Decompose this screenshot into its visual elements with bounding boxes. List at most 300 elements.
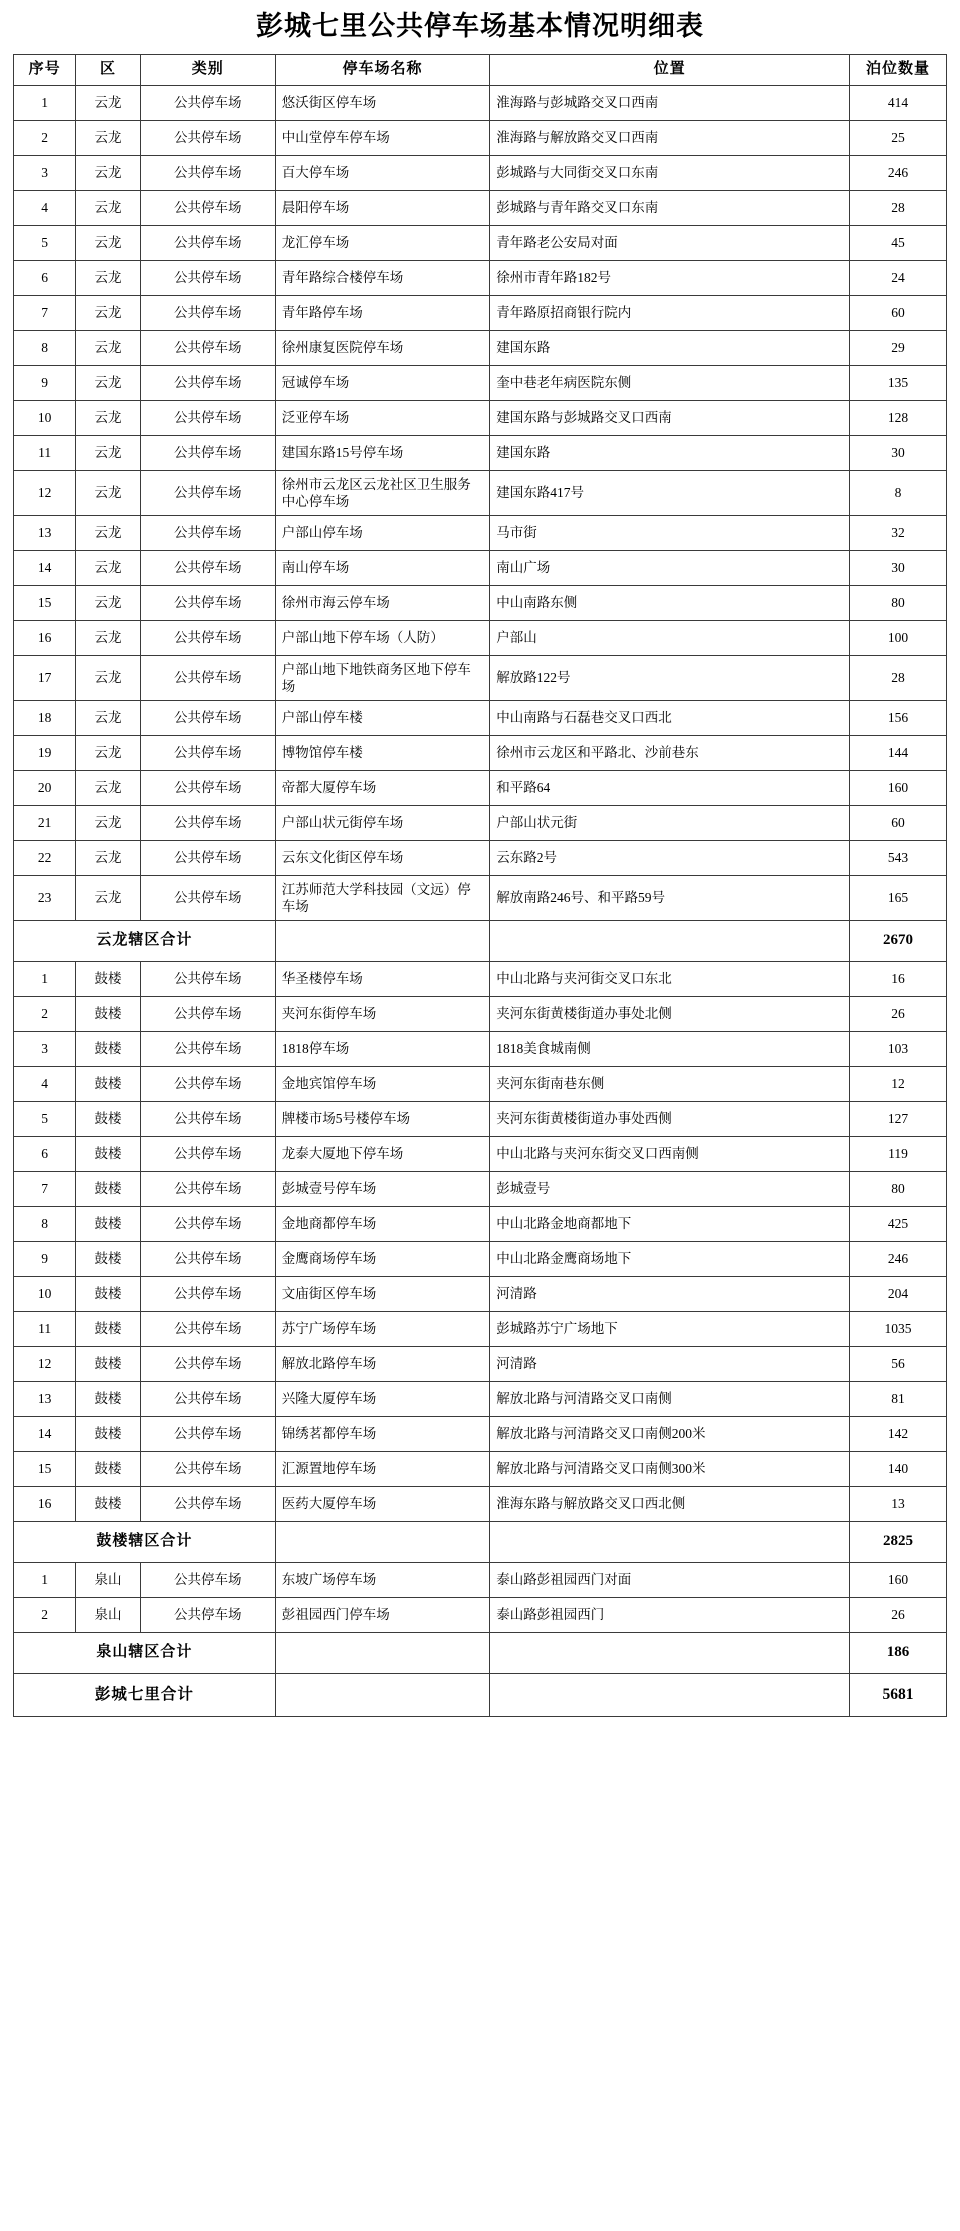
cell-category: 公共停车场 bbox=[140, 401, 275, 436]
table-row bbox=[14, 1452, 947, 1487]
cell-index: 1 bbox=[14, 1563, 76, 1598]
cell-index: 1 bbox=[14, 962, 76, 997]
cell-location bbox=[490, 921, 850, 962]
cell-spaces: 32 bbox=[850, 516, 947, 551]
cell-category: 公共停车场 bbox=[140, 1207, 275, 1242]
cell-district: 云龙 bbox=[76, 736, 141, 771]
cell-spaces: 1035 bbox=[850, 1312, 947, 1347]
cell-category: 公共停车场 bbox=[140, 1487, 275, 1522]
cell-spaces: 246 bbox=[850, 1242, 947, 1277]
cell-district: 云龙 bbox=[76, 226, 141, 261]
cell-category: 公共停车场 bbox=[140, 366, 275, 401]
cell-lot-name: 泛亚停车场 bbox=[275, 401, 490, 436]
cell-lot-name: 云东文化街区停车场 bbox=[275, 841, 490, 876]
cell-district: 云龙 bbox=[76, 331, 141, 366]
cell-location: 徐州市云龙区和平路北、沙前巷东 bbox=[490, 736, 850, 771]
cell-location: 马市街 bbox=[490, 516, 850, 551]
cell-category: 公共停车场 bbox=[140, 771, 275, 806]
cell-location: 泰山路彭祖园西门对面 bbox=[490, 1563, 850, 1598]
cell-index: 9 bbox=[14, 366, 76, 401]
cell-district: 云龙 bbox=[76, 586, 141, 621]
cell-index: 22 bbox=[14, 841, 76, 876]
table-row bbox=[14, 736, 947, 771]
cell-spaces: 29 bbox=[850, 331, 947, 366]
cell-location: 淮海路与彭城路交叉口西南 bbox=[490, 86, 850, 121]
cell-location: 青年路老公安局对面 bbox=[490, 226, 850, 261]
cell-district: 云龙 bbox=[76, 296, 141, 331]
cell-location: 彭城路与青年路交叉口东南 bbox=[490, 191, 850, 226]
cell-category: 公共停车场 bbox=[140, 997, 275, 1032]
subtotal-row bbox=[14, 921, 947, 962]
table-row bbox=[14, 436, 947, 471]
cell-district: 云龙 bbox=[76, 471, 141, 516]
table-header bbox=[14, 55, 947, 86]
cell-location: 奎中巷老年病医院东侧 bbox=[490, 366, 850, 401]
cell-category: 公共停车场 bbox=[140, 656, 275, 701]
cell-location: 夹河东街黄楼街道办事处西侧 bbox=[490, 1102, 850, 1137]
cell-lot-name: 汇源置地停车场 bbox=[275, 1452, 490, 1487]
cell-spaces: 119 bbox=[850, 1137, 947, 1172]
cell-location: 建国东路 bbox=[490, 436, 850, 471]
cell-location: 河清路 bbox=[490, 1277, 850, 1312]
cell-spaces: 135 bbox=[850, 366, 947, 401]
cell-category: 公共停车场 bbox=[140, 1277, 275, 1312]
cell-spaces: 100 bbox=[850, 621, 947, 656]
table-row bbox=[14, 516, 947, 551]
cell-category: 公共停车场 bbox=[140, 876, 275, 921]
cell-lot-name bbox=[275, 1633, 490, 1674]
cell-index: 16 bbox=[14, 1487, 76, 1522]
cell-district: 鼓楼 bbox=[76, 1277, 141, 1312]
cell-district: 鼓楼 bbox=[76, 1452, 141, 1487]
cell-spaces: 24 bbox=[850, 261, 947, 296]
table-row bbox=[14, 1242, 947, 1277]
table-row bbox=[14, 771, 947, 806]
cell-category: 公共停车场 bbox=[140, 962, 275, 997]
cell-lot-name: 户部山停车楼 bbox=[275, 701, 490, 736]
cell-category: 公共停车场 bbox=[140, 1382, 275, 1417]
cell-index: 3 bbox=[14, 1032, 76, 1067]
cell-category: 公共停车场 bbox=[140, 471, 275, 516]
cell-district: 鼓楼 bbox=[76, 1137, 141, 1172]
cell-lot-name: 青年路停车场 bbox=[275, 296, 490, 331]
cell-lot-name: 文庙街区停车场 bbox=[275, 1277, 490, 1312]
cell-index: 13 bbox=[14, 1382, 76, 1417]
cell-category: 公共停车场 bbox=[140, 621, 275, 656]
cell-spaces: 8 bbox=[850, 471, 947, 516]
table-row bbox=[14, 962, 947, 997]
cell-spaces: 128 bbox=[850, 401, 947, 436]
cell-location: 和平路64 bbox=[490, 771, 850, 806]
cell-category: 公共停车场 bbox=[140, 1067, 275, 1102]
cell-index: 18 bbox=[14, 701, 76, 736]
cell-index: 21 bbox=[14, 806, 76, 841]
cell-category: 公共停车场 bbox=[140, 736, 275, 771]
cell-location: 中山北路与夹河街交叉口东北 bbox=[490, 962, 850, 997]
cell-index: 5 bbox=[14, 1102, 76, 1137]
subtotal-label: 云龙辖区合计 bbox=[14, 921, 276, 962]
cell-district: 鼓楼 bbox=[76, 1242, 141, 1277]
subtotal-value: 2825 bbox=[850, 1522, 947, 1563]
table-row bbox=[14, 366, 947, 401]
cell-district: 鼓楼 bbox=[76, 1487, 141, 1522]
cell-category: 公共停车场 bbox=[140, 436, 275, 471]
table-row bbox=[14, 1067, 947, 1102]
cell-index: 11 bbox=[14, 436, 76, 471]
cell-district: 鼓楼 bbox=[76, 1312, 141, 1347]
cell-district: 泉山 bbox=[76, 1598, 141, 1633]
cell-district: 云龙 bbox=[76, 806, 141, 841]
table-row bbox=[14, 1102, 947, 1137]
cell-location: 夹河东街南巷东侧 bbox=[490, 1067, 850, 1102]
cell-lot-name: 华圣楼停车场 bbox=[275, 962, 490, 997]
table-row bbox=[14, 296, 947, 331]
cell-lot-name: 帝都大厦停车场 bbox=[275, 771, 490, 806]
table-row bbox=[14, 656, 947, 701]
cell-spaces: 156 bbox=[850, 701, 947, 736]
cell-location: 泰山路彭祖园西门 bbox=[490, 1598, 850, 1633]
cell-index: 11 bbox=[14, 1312, 76, 1347]
column-header-category: 类别 bbox=[140, 55, 275, 86]
cell-location: 解放北路与河清路交叉口南侧200米 bbox=[490, 1417, 850, 1452]
cell-location: 中山南路东侧 bbox=[490, 586, 850, 621]
cell-district: 鼓楼 bbox=[76, 997, 141, 1032]
cell-index: 20 bbox=[14, 771, 76, 806]
cell-district: 鼓楼 bbox=[76, 1032, 141, 1067]
table-row bbox=[14, 997, 947, 1032]
cell-index: 2 bbox=[14, 997, 76, 1032]
cell-spaces: 144 bbox=[850, 736, 947, 771]
cell-district: 泉山 bbox=[76, 1563, 141, 1598]
cell-spaces: 12 bbox=[850, 1067, 947, 1102]
cell-district: 云龙 bbox=[76, 551, 141, 586]
cell-category: 公共停车场 bbox=[140, 1137, 275, 1172]
column-header-lot-name: 停车场名称 bbox=[275, 55, 490, 86]
cell-lot-name: 百大停车场 bbox=[275, 156, 490, 191]
cell-category: 公共停车场 bbox=[140, 551, 275, 586]
table-row bbox=[14, 261, 947, 296]
table-row bbox=[14, 1347, 947, 1382]
cell-index: 23 bbox=[14, 876, 76, 921]
table-row bbox=[14, 86, 947, 121]
cell-district: 鼓楼 bbox=[76, 1347, 141, 1382]
cell-spaces: 16 bbox=[850, 962, 947, 997]
table-row bbox=[14, 806, 947, 841]
cell-spaces: 13 bbox=[850, 1487, 947, 1522]
cell-lot-name: 锦绣茗都停车场 bbox=[275, 1417, 490, 1452]
table-row bbox=[14, 121, 947, 156]
cell-district: 云龙 bbox=[76, 86, 141, 121]
subtotal-value: 186 bbox=[850, 1633, 947, 1674]
cell-location: 中山北路金鹰商场地下 bbox=[490, 1242, 850, 1277]
cell-location: 南山广场 bbox=[490, 551, 850, 586]
cell-spaces: 140 bbox=[850, 1452, 947, 1487]
table-row bbox=[14, 841, 947, 876]
cell-category: 公共停车场 bbox=[140, 331, 275, 366]
table-row bbox=[14, 1563, 947, 1598]
cell-lot-name: 1818停车场 bbox=[275, 1032, 490, 1067]
cell-location: 1818美食城南侧 bbox=[490, 1032, 850, 1067]
parking-lots-table bbox=[13, 54, 947, 1717]
cell-lot-name: 苏宁广场停车场 bbox=[275, 1312, 490, 1347]
cell-location: 解放北路与河清路交叉口南侧300米 bbox=[490, 1452, 850, 1487]
cell-lot-name: 徐州康复医院停车场 bbox=[275, 331, 490, 366]
cell-category: 公共停车场 bbox=[140, 586, 275, 621]
cell-district: 鼓楼 bbox=[76, 1102, 141, 1137]
cell-spaces: 142 bbox=[850, 1417, 947, 1452]
cell-spaces: 26 bbox=[850, 1598, 947, 1633]
cell-category: 公共停车场 bbox=[140, 1102, 275, 1137]
cell-lot-name: 彭祖园西门停车场 bbox=[275, 1598, 490, 1633]
cell-lot-name: 龙汇停车场 bbox=[275, 226, 490, 261]
cell-location: 解放北路与河清路交叉口南侧 bbox=[490, 1382, 850, 1417]
cell-location: 彭城壹号 bbox=[490, 1172, 850, 1207]
table-row bbox=[14, 401, 947, 436]
table-row bbox=[14, 471, 947, 516]
table-body bbox=[14, 86, 947, 1717]
cell-spaces: 127 bbox=[850, 1102, 947, 1137]
cell-district: 云龙 bbox=[76, 771, 141, 806]
cell-lot-name: 金鹰商场停车场 bbox=[275, 1242, 490, 1277]
cell-spaces: 26 bbox=[850, 997, 947, 1032]
subtotal-label: 鼓楼辖区合计 bbox=[14, 1522, 276, 1563]
cell-lot-name: 徐州市海云停车场 bbox=[275, 586, 490, 621]
cell-index: 7 bbox=[14, 296, 76, 331]
table-row bbox=[14, 331, 947, 366]
cell-lot-name: 中山堂停车停车场 bbox=[275, 121, 490, 156]
cell-spaces: 30 bbox=[850, 436, 947, 471]
subtotal-label: 泉山辖区合计 bbox=[14, 1633, 276, 1674]
cell-category: 公共停车场 bbox=[140, 226, 275, 261]
cell-district: 云龙 bbox=[76, 261, 141, 296]
cell-location: 建国东路与彭城路交叉口西南 bbox=[490, 401, 850, 436]
cell-lot-name: 医药大厦停车场 bbox=[275, 1487, 490, 1522]
table-row bbox=[14, 1137, 947, 1172]
cell-lot-name: 江苏师范大学科技园（文远）停车场 bbox=[275, 876, 490, 921]
cell-district: 云龙 bbox=[76, 401, 141, 436]
cell-lot-name: 户部山状元街停车场 bbox=[275, 806, 490, 841]
cell-index: 19 bbox=[14, 736, 76, 771]
cell-index: 16 bbox=[14, 621, 76, 656]
cell-lot-name: 龙泰大厦地下停车场 bbox=[275, 1137, 490, 1172]
cell-location bbox=[490, 1674, 850, 1717]
cell-category: 公共停车场 bbox=[140, 1242, 275, 1277]
cell-lot-name: 兴隆大厦停车场 bbox=[275, 1382, 490, 1417]
cell-spaces: 543 bbox=[850, 841, 947, 876]
column-header-spaces: 泊位数量 bbox=[850, 55, 947, 86]
cell-spaces: 414 bbox=[850, 86, 947, 121]
cell-district: 鼓楼 bbox=[76, 1172, 141, 1207]
cell-location: 彭城路苏宁广场地下 bbox=[490, 1312, 850, 1347]
table-row bbox=[14, 1172, 947, 1207]
cell-index: 3 bbox=[14, 156, 76, 191]
cell-lot-name: 博物馆停车楼 bbox=[275, 736, 490, 771]
cell-spaces: 80 bbox=[850, 586, 947, 621]
cell-location: 淮海路与解放路交叉口西南 bbox=[490, 121, 850, 156]
table-row bbox=[14, 1598, 947, 1633]
cell-spaces: 45 bbox=[850, 226, 947, 261]
cell-lot-name: 悠沃街区停车场 bbox=[275, 86, 490, 121]
cell-lot-name: 夹河东街停车场 bbox=[275, 997, 490, 1032]
cell-location: 解放路122号 bbox=[490, 656, 850, 701]
table-row bbox=[14, 876, 947, 921]
cell-location: 户部山 bbox=[490, 621, 850, 656]
cell-index: 2 bbox=[14, 1598, 76, 1633]
cell-index: 15 bbox=[14, 586, 76, 621]
table-row bbox=[14, 1032, 947, 1067]
cell-location: 中山南路与石磊巷交叉口西北 bbox=[490, 701, 850, 736]
table-row bbox=[14, 1382, 947, 1417]
cell-location bbox=[490, 1522, 850, 1563]
cell-category: 公共停车场 bbox=[140, 1417, 275, 1452]
cell-district: 云龙 bbox=[76, 191, 141, 226]
cell-spaces: 165 bbox=[850, 876, 947, 921]
cell-category: 公共停车场 bbox=[140, 191, 275, 226]
column-header-district: 区 bbox=[76, 55, 141, 86]
grand-total-label: 彭城七里合计 bbox=[14, 1674, 276, 1717]
cell-lot-name bbox=[275, 921, 490, 962]
cell-location bbox=[490, 1633, 850, 1674]
table-row bbox=[14, 191, 947, 226]
cell-lot-name bbox=[275, 1522, 490, 1563]
cell-category: 公共停车场 bbox=[140, 701, 275, 736]
cell-index: 7 bbox=[14, 1172, 76, 1207]
cell-lot-name: 彭城壹号停车场 bbox=[275, 1172, 490, 1207]
cell-location: 建国东路417号 bbox=[490, 471, 850, 516]
cell-district: 云龙 bbox=[76, 621, 141, 656]
cell-index: 10 bbox=[14, 401, 76, 436]
table-header-row bbox=[14, 55, 947, 86]
cell-spaces: 80 bbox=[850, 1172, 947, 1207]
cell-spaces: 160 bbox=[850, 771, 947, 806]
cell-spaces: 160 bbox=[850, 1563, 947, 1598]
cell-index: 4 bbox=[14, 1067, 76, 1102]
cell-district: 鼓楼 bbox=[76, 1067, 141, 1102]
table-row bbox=[14, 551, 947, 586]
cell-category: 公共停车场 bbox=[140, 806, 275, 841]
grand-total-value: 5681 bbox=[850, 1674, 947, 1717]
cell-district: 云龙 bbox=[76, 701, 141, 736]
table-row bbox=[14, 586, 947, 621]
cell-category: 公共停车场 bbox=[140, 1347, 275, 1382]
cell-location: 河清路 bbox=[490, 1347, 850, 1382]
cell-index: 13 bbox=[14, 516, 76, 551]
cell-spaces: 30 bbox=[850, 551, 947, 586]
cell-index: 6 bbox=[14, 1137, 76, 1172]
cell-index: 1 bbox=[14, 86, 76, 121]
cell-district: 鼓楼 bbox=[76, 1382, 141, 1417]
cell-location: 青年路原招商银行院内 bbox=[490, 296, 850, 331]
cell-district: 云龙 bbox=[76, 656, 141, 701]
table-row bbox=[14, 1417, 947, 1452]
cell-lot-name: 徐州市云龙区云龙社区卫生服务中心停车场 bbox=[275, 471, 490, 516]
cell-index: 8 bbox=[14, 331, 76, 366]
cell-district: 云龙 bbox=[76, 366, 141, 401]
cell-index: 12 bbox=[14, 1347, 76, 1382]
grand-total-row bbox=[14, 1674, 947, 1717]
cell-category: 公共停车场 bbox=[140, 1312, 275, 1347]
subtotal-row bbox=[14, 1633, 947, 1674]
table-row bbox=[14, 226, 947, 261]
cell-spaces: 425 bbox=[850, 1207, 947, 1242]
cell-spaces: 204 bbox=[850, 1277, 947, 1312]
cell-location: 云东路2号 bbox=[490, 841, 850, 876]
cell-lot-name: 金地宾馆停车场 bbox=[275, 1067, 490, 1102]
cell-index: 2 bbox=[14, 121, 76, 156]
cell-location: 彭城路与大同街交叉口东南 bbox=[490, 156, 850, 191]
cell-spaces: 28 bbox=[850, 191, 947, 226]
cell-location: 中山北路与夹河东街交叉口西南侧 bbox=[490, 1137, 850, 1172]
cell-spaces: 60 bbox=[850, 806, 947, 841]
table-row bbox=[14, 1207, 947, 1242]
cell-district: 云龙 bbox=[76, 841, 141, 876]
cell-category: 公共停车场 bbox=[140, 1032, 275, 1067]
subtotal-value: 2670 bbox=[850, 921, 947, 962]
cell-index: 6 bbox=[14, 261, 76, 296]
table-row bbox=[14, 621, 947, 656]
cell-location: 徐州市青年路182号 bbox=[490, 261, 850, 296]
cell-spaces: 103 bbox=[850, 1032, 947, 1067]
cell-lot-name bbox=[275, 1674, 490, 1717]
cell-lot-name: 户部山地下地铁商务区地下停车场 bbox=[275, 656, 490, 701]
cell-spaces: 56 bbox=[850, 1347, 947, 1382]
cell-district: 云龙 bbox=[76, 876, 141, 921]
cell-index: 4 bbox=[14, 191, 76, 226]
cell-index: 14 bbox=[14, 1417, 76, 1452]
cell-spaces: 28 bbox=[850, 656, 947, 701]
table-row bbox=[14, 156, 947, 191]
cell-spaces: 25 bbox=[850, 121, 947, 156]
cell-index: 8 bbox=[14, 1207, 76, 1242]
table-row bbox=[14, 701, 947, 736]
cell-location: 解放南路246号、和平路59号 bbox=[490, 876, 850, 921]
cell-category: 公共停车场 bbox=[140, 841, 275, 876]
cell-index: 17 bbox=[14, 656, 76, 701]
cell-category: 公共停车场 bbox=[140, 156, 275, 191]
cell-category: 公共停车场 bbox=[140, 1563, 275, 1598]
cell-lot-name: 冠诚停车场 bbox=[275, 366, 490, 401]
cell-index: 15 bbox=[14, 1452, 76, 1487]
cell-lot-name: 户部山停车场 bbox=[275, 516, 490, 551]
cell-index: 14 bbox=[14, 551, 76, 586]
cell-location: 淮海东路与解放路交叉口西北侧 bbox=[490, 1487, 850, 1522]
cell-spaces: 60 bbox=[850, 296, 947, 331]
cell-location: 建国东路 bbox=[490, 331, 850, 366]
cell-category: 公共停车场 bbox=[140, 1172, 275, 1207]
table-row bbox=[14, 1312, 947, 1347]
cell-location: 中山北路金地商都地下 bbox=[490, 1207, 850, 1242]
cell-district: 鼓楼 bbox=[76, 962, 141, 997]
cell-category: 公共停车场 bbox=[140, 1598, 275, 1633]
cell-district: 鼓楼 bbox=[76, 1207, 141, 1242]
table-row bbox=[14, 1277, 947, 1312]
cell-district: 云龙 bbox=[76, 156, 141, 191]
cell-spaces: 81 bbox=[850, 1382, 947, 1417]
cell-lot-name: 金地商都停车场 bbox=[275, 1207, 490, 1242]
cell-lot-name: 东坡广场停车场 bbox=[275, 1563, 490, 1598]
table-row bbox=[14, 1487, 947, 1522]
cell-category: 公共停车场 bbox=[140, 121, 275, 156]
cell-lot-name: 南山停车场 bbox=[275, 551, 490, 586]
column-header-index: 序号 bbox=[14, 55, 76, 86]
cell-district: 云龙 bbox=[76, 121, 141, 156]
cell-district: 鼓楼 bbox=[76, 1417, 141, 1452]
column-header-location: 位置 bbox=[490, 55, 850, 86]
cell-district: 云龙 bbox=[76, 436, 141, 471]
cell-lot-name: 青年路综合楼停车场 bbox=[275, 261, 490, 296]
cell-lot-name: 解放北路停车场 bbox=[275, 1347, 490, 1382]
cell-index: 5 bbox=[14, 226, 76, 261]
